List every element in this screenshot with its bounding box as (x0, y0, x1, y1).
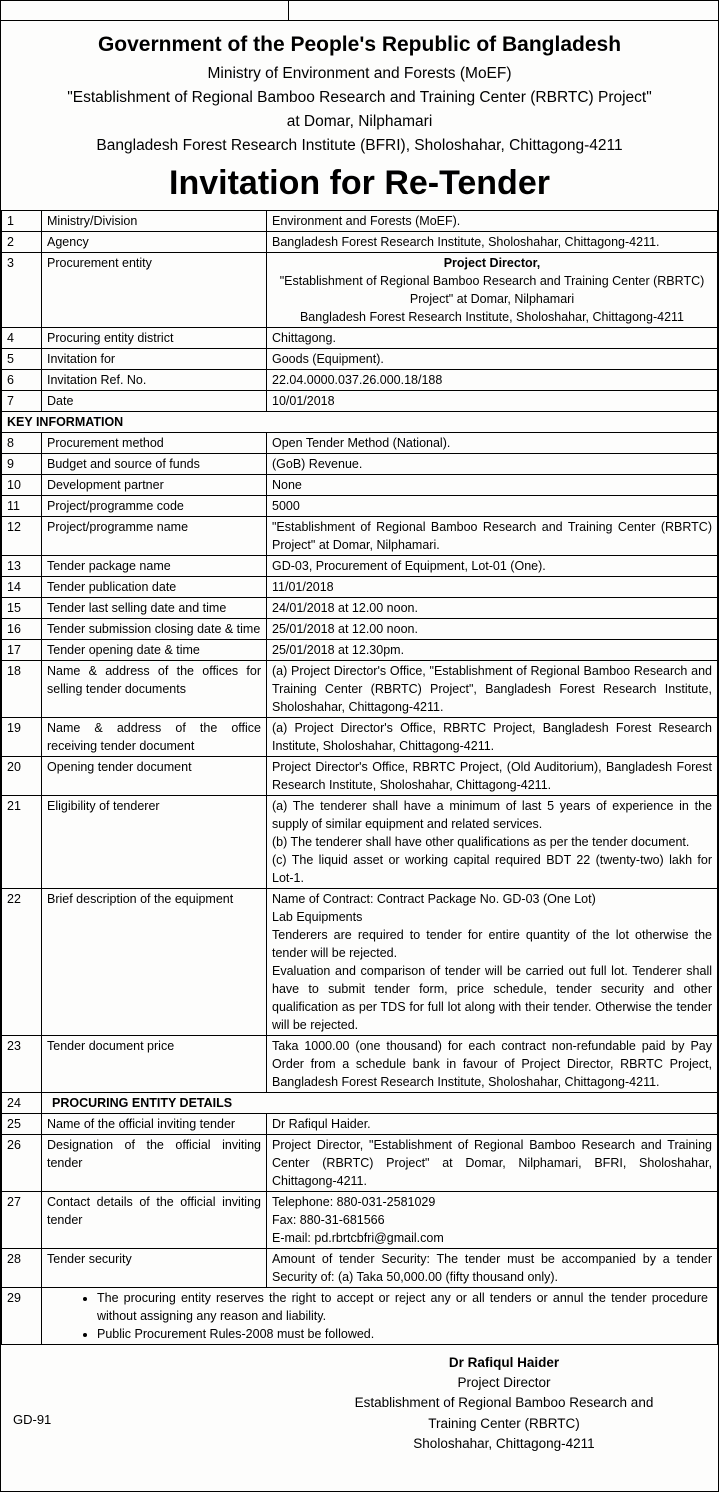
row-number: 2 (2, 231, 42, 252)
row-value (267, 555, 718, 576)
row-label: Tender package name (42, 555, 267, 576)
row-label: Tender submission closing date & time (42, 618, 267, 639)
document-footer (1, 1345, 718, 1455)
signature-line: Establishment of Regional Bamboo Research and (354, 1395, 654, 1411)
row-number: 5 (2, 348, 42, 369)
value-line: Taka 1000.00 (one thousand) for each contract non-refundable paid by Pay Order from a schedule bank in favour of Project Director, RBRTC Project, Bangladesh Forest Research Institute, Sholoshahar, Chittagong-4211. (272, 1038, 712, 1089)
row-number: 13 (2, 555, 42, 576)
value-line: Tenderers are required to tender for entire quantity of the lot otherwise the tender will be rejected. (272, 927, 712, 960)
table-row (2, 369, 718, 390)
table-row (2, 1287, 718, 1344)
signature-line: Training Center (RBRTC) (428, 1415, 580, 1431)
row-label: Tender publication date (42, 576, 267, 597)
table-row (2, 888, 718, 1035)
row-number: 17 (2, 639, 42, 660)
project-line: "Establishment of Regional Bamboo Research and Training Center (RBRTC) Project" (67, 89, 652, 107)
row-number: 7 (2, 390, 42, 411)
table-row (2, 795, 718, 888)
row-value (267, 660, 718, 717)
top-strip-divider (288, 1, 289, 20)
table-row (2, 390, 718, 411)
row-value (267, 516, 718, 555)
row-number: 9 (2, 453, 42, 474)
row-value (267, 756, 718, 795)
row-number: 25 (2, 1113, 42, 1134)
table-row (2, 1248, 718, 1287)
value-line: Dr Rafiqul Haider. (272, 1116, 371, 1131)
table-row (2, 210, 718, 231)
value-line: 11/01/2018 (272, 579, 334, 594)
table-row (2, 252, 718, 327)
value-line: (a) Project Director's Office, "Establishment of Regional Bamboo Research and Training Center (RBRTC) Project", Bangladesh Forest Research Institute, Sholoshahar, Chittagong-4211. (272, 663, 712, 714)
row-number: 15 (2, 597, 42, 618)
row-number: 27 (2, 1191, 42, 1248)
row-value (267, 495, 718, 516)
row-value (267, 795, 718, 888)
value-line: Environment and Forests (MoEF). (272, 213, 461, 228)
signature-line: Dr Rafiqul Haider (448, 1354, 560, 1370)
row-label: Project/programme code (42, 495, 267, 516)
value-line: 22.04.0000.037.26.000.18/188 (272, 372, 443, 387)
row-label: Opening tender document (42, 756, 267, 795)
value-line: Lab Equipments (272, 909, 363, 924)
row-value (267, 618, 718, 639)
table-row (2, 432, 718, 453)
note-item: • Public Procurement Rules-2008 must be followed. (97, 1325, 708, 1343)
row-number: 28 (2, 1248, 42, 1287)
top-strip (1, 1, 718, 21)
row-number: 24 (2, 1092, 42, 1113)
row-number: 26 (2, 1134, 42, 1191)
row-label: Name & address of the offices for selling tender documents (42, 660, 267, 717)
row-number: 16 (2, 618, 42, 639)
value-line: E-mail: pd.rbrtcbfri@gmail.com (272, 1230, 444, 1245)
row-number: 6 (2, 369, 42, 390)
footer-code: GD-91 (13, 1411, 52, 1427)
institute-line: Bangladesh Forest Research Institute (BFRI), Sholoshahar, Chittagong-4211 (96, 137, 623, 155)
value-line: (c) The liquid asset or working capital required BDT 22 (twenty-two) lakh for Lot-1. (272, 852, 712, 885)
row-label: Eligibility of tenderer (42, 795, 267, 888)
table-row (2, 231, 718, 252)
row-number: 12 (2, 516, 42, 555)
table-row (2, 618, 718, 639)
table-row (2, 660, 718, 717)
table-row (2, 576, 718, 597)
value-line: "Establishment of Regional Bamboo Research and Training Center (RBRTC) Project" at Domar, Nilphamari (279, 273, 705, 306)
row-label: Procurement entity (42, 252, 267, 327)
value-line: Goods (Equipment). (272, 351, 384, 366)
row-number: 21 (2, 795, 42, 888)
notes-list (47, 1289, 712, 1343)
row-value (267, 1191, 718, 1248)
value-line: Evaluation and comparison of tender will be carried out full lot. Tenderer shall have to submit tender form, price schedule, tender security and other qualification as per TDS for full lot along with their tender. Otherwise the tender will be rejected. (272, 963, 712, 1032)
row-value (267, 252, 718, 327)
value-line: Chittagong. (272, 330, 336, 345)
value-line: Open Tender Method (National). (272, 435, 451, 450)
row-value (267, 327, 718, 348)
row-value (267, 717, 718, 756)
row-label: Ministry/Division (42, 210, 267, 231)
row-value (267, 576, 718, 597)
row-value (267, 1134, 718, 1191)
row-number: 19 (2, 717, 42, 756)
value-line: None (272, 477, 302, 492)
row-label: Tender opening date & time (42, 639, 267, 660)
row-label: Tender security (42, 1248, 267, 1287)
value-line: Telephone: 880-031-2581029 (272, 1194, 436, 1209)
row-label: Tender last selling date and time (42, 597, 267, 618)
row-number: 11 (2, 495, 42, 516)
row-label: Tender document price (42, 1035, 267, 1092)
row-label: Date (42, 390, 267, 411)
table-row (2, 495, 718, 516)
value-line: GD-03, Procurement of Equipment, Lot-01 (One). (272, 558, 546, 573)
row-number: 14 (2, 576, 42, 597)
value-line: (b) The tenderer shall have other qualifications as per the tender document. (272, 834, 690, 849)
row-label: Name of the official inviting tender (42, 1113, 267, 1134)
table-row (2, 1191, 718, 1248)
row-label: Agency (42, 231, 267, 252)
row-number: 29 (2, 1287, 42, 1344)
row-value (267, 1248, 718, 1287)
row-number: 10 (2, 474, 42, 495)
value-line: (GoB) Revenue. (272, 456, 363, 471)
row-label: Budget and source of funds (42, 453, 267, 474)
table-row (2, 555, 718, 576)
row-number: 23 (2, 1035, 42, 1092)
value-line: 25/01/2018 at 12.00 noon. (272, 621, 418, 636)
table-row (2, 597, 718, 618)
value-line: "Establishment of Regional Bamboo Research and Training Center (RBRTC) Project" at Domar, Nilphamari. (272, 519, 712, 552)
value-line: Project Director, "Establishment of Regional Bamboo Research and Training Center (RBRTC) Project" at Domar, Nilphamari, BFRI, Sholoshahar, Chittagong-4211. (272, 1137, 712, 1188)
ministry-line: Ministry of Environment and Forests (MoEF) (207, 65, 512, 82)
tender-table (1, 210, 718, 1345)
location-line: at Domar, Nilphamari (286, 113, 433, 131)
section-title: PROCURING ENTITY DETAILS (42, 1092, 718, 1113)
row-value (267, 210, 718, 231)
row-value (267, 231, 718, 252)
value-line: (a) Project Director's Office, RBRTC Project, Bangladesh Forest Research Institute, Sholoshahar, Chittagong-4211. (272, 720, 712, 753)
row-number: 20 (2, 756, 42, 795)
note-item: • The procuring entity reserves the right to accept or reject any or all tenders or annul the tender procedure without assigning any reason and liability. (97, 1289, 708, 1325)
row-label: Name & address of the office receiving tender document (42, 717, 267, 756)
table-row (2, 348, 718, 369)
table-row (2, 1113, 718, 1134)
table-row (2, 516, 718, 555)
row-label: Invitation Ref. No. (42, 369, 267, 390)
row-label: Designation of the official inviting tender (42, 1134, 267, 1191)
value-line: 5000 (272, 498, 300, 513)
table-row (2, 1035, 718, 1092)
section-title: KEY INFORMATION (2, 411, 718, 432)
notes-cell (42, 1287, 718, 1344)
row-label: Brief description of the equipment (42, 888, 267, 1035)
table-row (2, 717, 718, 756)
row-label: Project/programme name (42, 516, 267, 555)
value-line: Bangladesh Forest Research Institute, Sholoshahar, Chittagong-4211. (272, 234, 660, 249)
row-number: 18 (2, 660, 42, 717)
row-value (267, 639, 718, 660)
row-value (267, 474, 718, 495)
row-value (267, 597, 718, 618)
section-row (2, 1092, 718, 1113)
table-row (2, 639, 718, 660)
value-line: 24/01/2018 at 12.00 noon. (272, 600, 418, 615)
value-line: Name of Contract: Contract Package No. GD-03 (One Lot) (272, 891, 596, 906)
value-line: Bangladesh Forest Research Institute, Sholoshahar, Chittagong-4211 (299, 309, 685, 324)
row-number: 8 (2, 432, 42, 453)
row-value (267, 432, 718, 453)
row-number: 22 (2, 888, 42, 1035)
row-value (267, 1113, 718, 1134)
row-value (267, 369, 718, 390)
table-row (2, 453, 718, 474)
signature-line: Project Director (457, 1375, 551, 1391)
signature-block (314, 1353, 694, 1454)
row-label: Invitation for (42, 348, 267, 369)
row-number: 1 (2, 210, 42, 231)
table-row (2, 1134, 718, 1191)
signature-line: Sholoshahar, Chittagong-4211 (413, 1435, 595, 1451)
row-label: Procuring entity district (42, 327, 267, 348)
document-title: Invitation for Re-Tender (169, 164, 550, 203)
table-row (2, 474, 718, 495)
row-number: 3 (2, 252, 42, 327)
table-row (2, 756, 718, 795)
row-value (267, 888, 718, 1035)
row-value (267, 453, 718, 474)
government-title: Government of the People's Republic of Bangladesh (97, 33, 622, 56)
row-number: 4 (2, 327, 42, 348)
value-line: Amount of tender Security: The tender must be accompanied by a tender Security of: (a) Taka 50,000.00 (fifty thousand only). (272, 1251, 712, 1284)
value-line: (a) The tenderer shall have a minimum of last 5 years of experience in the supply of similar equipment and related services. (272, 798, 712, 831)
row-value (267, 348, 718, 369)
section-row (2, 411, 718, 432)
value-line: 25/01/2018 at 12.30pm. (272, 642, 405, 657)
value-line: 10/01/2018 (272, 393, 335, 408)
row-label: Development partner (42, 474, 267, 495)
row-label: Contact details of the official inviting tender (42, 1191, 267, 1248)
value-line: Project Director's Office, RBRTC Project, (Old Auditorium), Bangladesh Forest Research Institute, Sholoshahar, Chittagong-4211. (272, 759, 712, 792)
table-row (2, 327, 718, 348)
row-value (267, 390, 718, 411)
value-line: Project Director, (443, 255, 541, 270)
document-header (1, 21, 718, 210)
row-value (267, 1035, 718, 1092)
value-line: Fax: 880-31-681566 (272, 1212, 385, 1227)
row-label: Procurement method (42, 432, 267, 453)
